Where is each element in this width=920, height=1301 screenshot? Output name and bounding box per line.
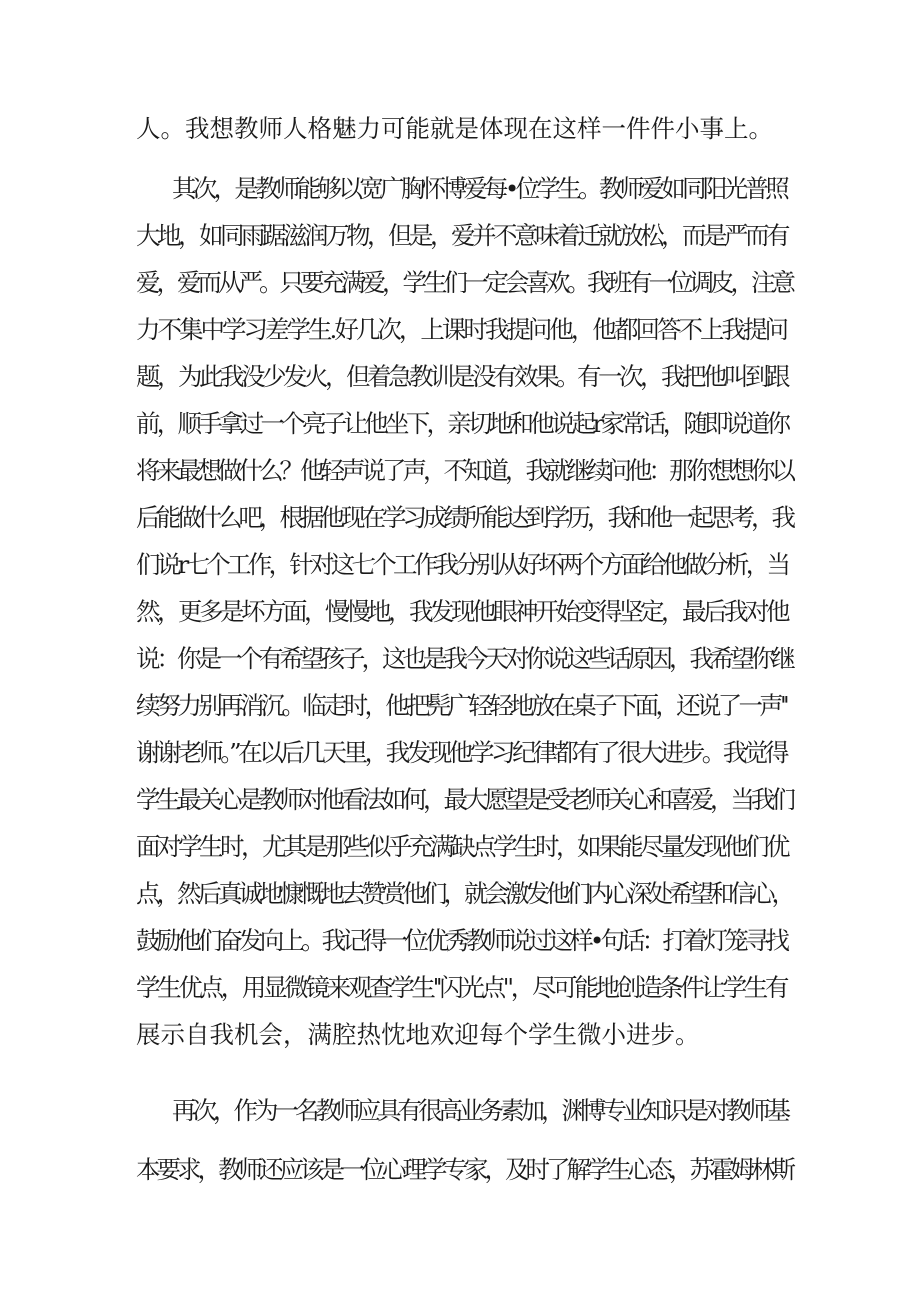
text-line: 题，为此我没少发火，但着急教训是没有效果。有一次，我把他叫到跟 [136,362,787,391]
text-line: 再次，作为一名教师应具有很高业务素加，渊博专业知识是对教师基 [172,1096,787,1125]
text-line: 将来最想做什么？他轻声说了声，不知道，我就继续问他：那你想想你以 [136,456,792,485]
text-line: 们说r七个工作，针对这七个工作我分别从好坏两个方面给他做分析，当 [136,550,788,579]
text-line: 前，顺手拿过一个亮子让他坐下，亲切地和他说起r家常话，随即说道你 [136,409,788,438]
text-line: 点，然后真诚地慷慨地去赞赏他们，就会激发他们内心深处希望和信心， [136,879,792,908]
text-line: 说：你是一个有希望孩子，这也是我今天对你说这些话原因，我希望你继 [136,644,792,673]
text-line: 本要求，教师还应该是一位心理学专家，及时了解学生心态，苏霍姆林斯 [136,1155,792,1184]
text-line: 大地，如同雨踞滋润万物，但是，爱并不意味着迁就放松，而是严而有 [136,221,787,250]
text-line: 续努力别再消沉。临走时，他把髡广轻轻地放在桌子下面，还说了一声'' [136,691,786,720]
text-line: 谢谢老师。”在以后几天里，我发现他学习纪律都有了很大进步。我觉得 [136,738,786,767]
text-line: 爱，爱而从严。只要充满爱，学生们一定会喜欢。我班有一位调皮，注意 [136,268,792,297]
text-line: 其次，是教师能够以宽广胸怀博爱每•位学生。教师爱如同阳光普照 [172,174,786,203]
text-line: 面对学生时，尤其是那些似乎充满缺点学生时，如果能尽量发现他们优 [136,832,787,861]
text-line: 展示自我机会，满腔热忱地欢迎每个学生微小进步。 [136,1020,700,1049]
text-line: 力不集中学习差学生.好几次，上课时我提问他，他都回答不上我提问 [136,315,786,344]
text-line: 人。我想教师人格魅力可能就是体现在这样一件件小事上。 [136,114,773,143]
text-line: 鼓励他们奋发向上。我记得一位优秀教师说过这样•句话：打着灯笼寻找 [136,926,786,955]
text-line: 学生优点，用显微镜来观查学生''闪光点"，尽可能地创造条件让学生有 [136,973,786,1002]
text-line: 学生最关心是教师对他看法如何，最大愿望是受老师关心和喜爱，当我们 [136,785,792,814]
text-line: 后能做什么吧，根据他现在学习成绩所能达到学历，我和他一起思考，我 [136,503,792,532]
text-line: 然，更多是坏方面，慢慢地，我发现他眼神开始变得坚定，最后我对他 [136,597,787,626]
